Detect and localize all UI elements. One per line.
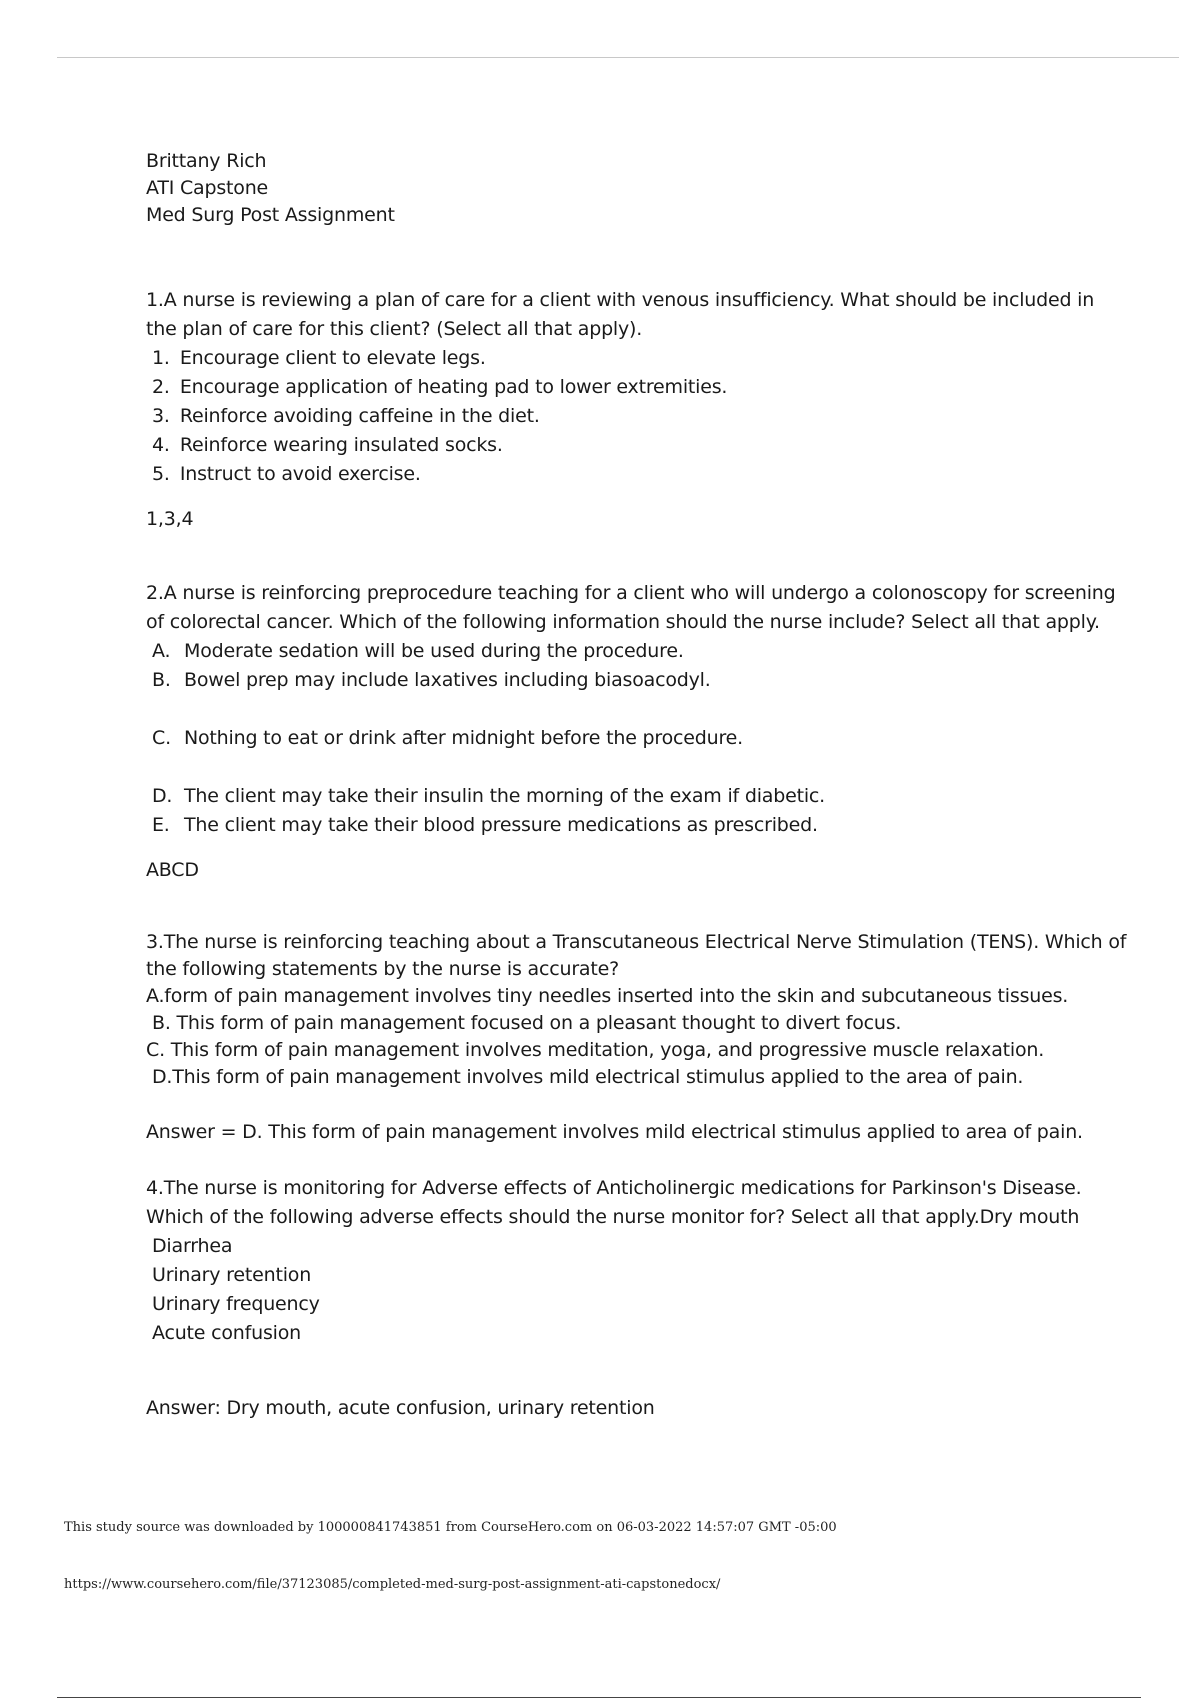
source-url[interactable]: https://www.coursehero.com/file/37123085/completed-med-surg-post-assignment-ati-capstonedocx/	[64, 1577, 721, 1592]
q1-option	[146, 345, 486, 371]
q4-stem-line1: 4.The nurse is monitoring for Adverse effects of Anticholinergic medications for Parkinson's Disease.	[146, 1177, 1082, 1199]
q4-option: Urinary frequency	[152, 1293, 320, 1315]
course-title: ATI Capstone	[146, 177, 269, 199]
top-divider	[57, 57, 1179, 58]
q2-option	[146, 783, 825, 809]
q3-option-b: B. This form of pain management focused on a pleasant thought to divert focus.	[152, 1012, 902, 1034]
q3-answer: Answer = D. This form of pain management involves mild electrical stimulus applied to area of pain.	[146, 1121, 1083, 1143]
option-letter: E.	[152, 814, 170, 836]
option-number: 2.	[152, 376, 170, 398]
option-text: Moderate sedation will be used during the procedure.	[184, 640, 684, 662]
option-letter: A.	[152, 640, 171, 662]
option-text: Encourage application of heating pad to lower extremities.	[179, 376, 728, 398]
q2-stem-line2: of colorectal cancer. Which of the following information should the nurse include? Select all that apply.	[146, 611, 1100, 633]
q4-answer: Answer: Dry mouth, acute confusion, urinary retention	[146, 1397, 655, 1419]
author-name: Brittany Rich	[146, 150, 267, 172]
q1-stem-line2: the plan of care for this client? (Select all that apply).	[146, 318, 643, 340]
bottom-divider	[57, 1697, 1141, 1698]
q3-option-c: C. This form of pain management involves meditation, yoga, and progressive muscle relaxation.	[146, 1039, 1045, 1061]
option-number: 4.	[152, 434, 170, 456]
q2-answer: ABCD	[146, 859, 199, 881]
q1-option	[146, 432, 503, 458]
q4-stem-line2: Which of the following adverse effects should the nurse monitor for? Select all that apply.Dry mouth	[146, 1206, 1080, 1228]
q3-stem-line2: the following statements by the nurse is accurate?	[146, 958, 619, 980]
option-number: 3.	[152, 405, 170, 427]
download-notice: This study source was downloaded by 100000841743851 from CourseHero.com on 06-03-2022 14:57:07 GMT -05:00	[64, 1520, 837, 1535]
q4-option: Urinary retention	[152, 1264, 312, 1286]
option-text: Reinforce wearing insulated socks.	[179, 434, 503, 456]
assignment-title: Med Surg Post Assignment	[146, 204, 395, 226]
option-number: 5.	[152, 463, 170, 485]
q1-option	[146, 403, 540, 429]
q1-stem-line1: 1.A nurse is reviewing a plan of care for a client with venous insufficiency. What should be included in	[146, 289, 1095, 311]
option-letter: C.	[152, 727, 171, 749]
option-text: Reinforce avoiding caffeine in the diet.	[179, 405, 540, 427]
q1-option	[146, 374, 727, 400]
q2-option	[146, 667, 711, 693]
q1-option	[146, 461, 421, 487]
option-number: 1.	[152, 347, 170, 369]
q4-option: Diarrhea	[152, 1235, 233, 1257]
q3-stem-line1: 3.The nurse is reinforcing teaching about a Transcutaneous Electrical Nerve Stimulation (TENS). Which of	[146, 931, 1127, 953]
option-text: Bowel prep may include laxatives including biasoacodyl.	[184, 669, 711, 691]
q1-answer: 1,3,4	[146, 508, 194, 530]
q2-option	[146, 725, 743, 751]
q3-option-d: D.This form of pain management involves mild electrical stimulus applied to the area of pain.	[152, 1066, 1024, 1088]
q2-option	[146, 638, 684, 664]
q2-stem-line1: 2.A nurse is reinforcing preprocedure teaching for a client who will undergo a colonoscopy for screening	[146, 582, 1116, 604]
option-letter: D.	[152, 785, 173, 807]
option-letter: B.	[152, 669, 171, 691]
q2-option	[146, 812, 818, 838]
option-text: The client may take their insulin the morning of the exam if diabetic.	[184, 785, 826, 807]
option-text: The client may take their blood pressure medications as prescribed.	[184, 814, 818, 836]
option-text: Nothing to eat or drink after midnight before the procedure.	[184, 727, 743, 749]
q4-option: Acute confusion	[152, 1322, 302, 1344]
q3-option-a: A.form of pain management involves tiny needles inserted into the skin and subcutaneous tissues.	[146, 985, 1069, 1007]
option-text: Instruct to avoid exercise.	[179, 463, 421, 485]
option-text: Encourage client to elevate legs.	[179, 347, 486, 369]
